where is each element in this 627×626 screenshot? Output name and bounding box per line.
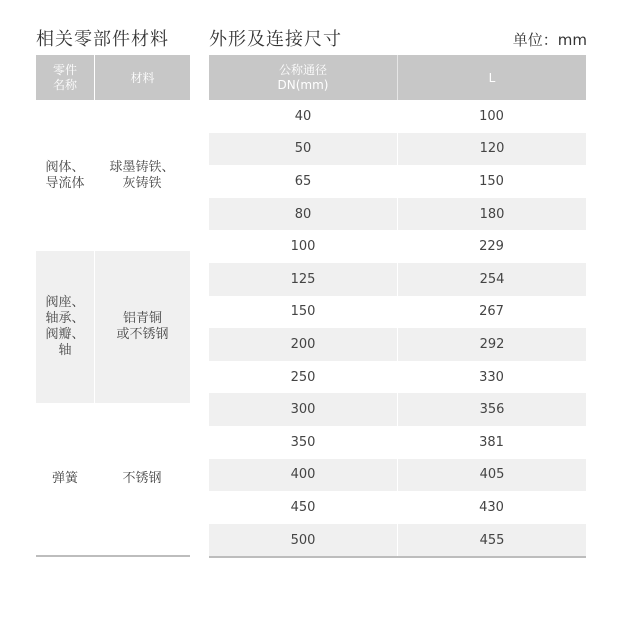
length-cell: 180 (479, 206, 505, 222)
length-cell: 120 (479, 141, 505, 157)
nominal-diameter-cell: 400 (209, 459, 398, 492)
table-row (209, 263, 586, 296)
material-cell: 球墨铸铁、 灰铸铁 (109, 159, 175, 191)
nominal-diameter-cell: 65 (294, 173, 312, 189)
table-row (209, 361, 586, 394)
table-row (209, 165, 586, 198)
length-cell: 455 (479, 532, 505, 548)
length-cell: 405 (479, 467, 505, 483)
nominal-diameter-cell: 125 (209, 263, 398, 296)
part-name-cell: 阀体、 导流体 (45, 159, 85, 191)
length-cell: 150 (479, 173, 504, 189)
dimensions-title: 外形及连接尺寸 (209, 29, 342, 50)
length-cell: 254 (479, 271, 505, 287)
nominal-diameter-cell: 40 (294, 108, 312, 124)
nominal-diameter-cell: 150 (290, 304, 316, 320)
table-row (209, 459, 586, 492)
nominal-diameter-cell: 300 (209, 393, 398, 426)
table-row (209, 393, 586, 426)
part-name-cell: 阀座、 轴承、 阀瓣、 轴 (36, 251, 95, 403)
table-row (209, 230, 586, 263)
material-cell: 不锈钢 (122, 471, 162, 486)
part-name-header: 零件 名称 (36, 55, 95, 100)
table-row (209, 296, 586, 329)
table-row (209, 524, 586, 557)
table-row (209, 491, 586, 524)
table-bottom-rule (36, 555, 190, 557)
parts-material-table (36, 55, 190, 557)
length-cell: 292 (479, 336, 505, 352)
parts-table-row (36, 100, 190, 251)
length-cell: 229 (479, 239, 504, 255)
nominal-diameter-cell: 350 (290, 434, 316, 450)
nominal-diameter-cell: 80 (209, 198, 398, 231)
length-cell: 100 (479, 108, 504, 124)
length-cell: 330 (479, 369, 504, 385)
table-row (209, 100, 586, 133)
parts-table-row (36, 251, 190, 403)
length-header: L (488, 70, 496, 85)
parts-material-title: 相关零部件材料 (36, 29, 169, 50)
material-header: 材料 (130, 71, 155, 85)
nominal-diameter-cell: 500 (209, 524, 398, 557)
dimension-table (209, 55, 586, 558)
parts-table-row (36, 403, 190, 555)
length-cell: 356 (479, 402, 505, 418)
material-cell: 铝青铜 或不锈钢 (116, 311, 169, 342)
nominal-diameter-cell: 200 (209, 328, 398, 361)
table-row (209, 198, 586, 231)
length-cell: 381 (479, 434, 504, 450)
table-bottom-rule (209, 556, 586, 558)
length-cell: 267 (479, 304, 504, 320)
nominal-diameter-cell: 50 (209, 133, 398, 166)
nominal-diameter-cell: 450 (290, 499, 316, 515)
nominal-diameter-header: 公称通径 DN(mm) (209, 55, 398, 100)
table-row (209, 133, 586, 166)
dimension-table-body (209, 100, 586, 556)
unit-label: 单位：mm (512, 31, 587, 49)
table-row (209, 328, 586, 361)
part-name-cell: 弹簧 (51, 471, 78, 486)
table-row (209, 426, 586, 459)
length-cell: 430 (479, 499, 504, 515)
nominal-diameter-cell: 250 (290, 369, 316, 385)
nominal-diameter-cell: 100 (290, 239, 316, 255)
dimension-table-header (209, 55, 586, 100)
parts-table-header (36, 55, 190, 100)
